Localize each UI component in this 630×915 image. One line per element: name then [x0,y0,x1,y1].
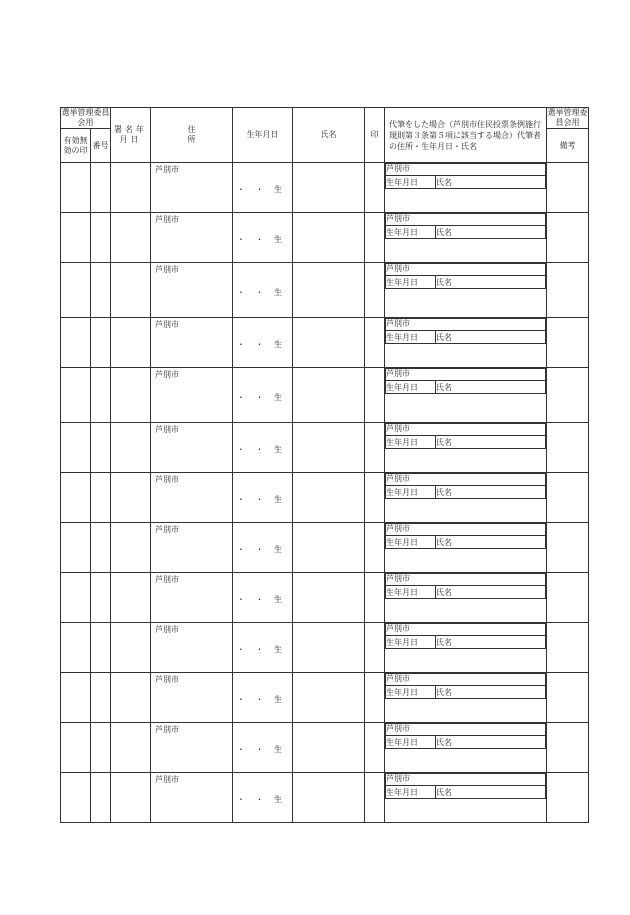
proxy-birthdate-field[interactable] [386,536,436,549]
number-cell[interactable] [91,623,111,673]
number-cell[interactable] [91,213,111,263]
proxy-address-field[interactable] [386,574,546,586]
proxy-address-field[interactable] [386,264,546,276]
remarks-cell[interactable] [547,723,589,773]
signature-date-cell[interactable] [111,213,151,263]
birthdate-cell[interactable] [233,723,293,773]
seal-cell[interactable] [365,318,385,368]
proxy-cell [385,423,547,473]
proxy-address-field[interactable] [386,724,546,736]
name-cell[interactable] [293,368,365,423]
seal-cell[interactable] [365,623,385,673]
name-cell[interactable] [293,263,365,318]
name-cell[interactable] [293,773,365,823]
proxy-name-label: 氏名 [436,383,452,392]
seal-cell[interactable] [365,423,385,473]
proxy-address-field[interactable] [386,164,546,176]
signature-row [61,523,589,573]
remarks-cell[interactable] [547,423,589,473]
proxy-name-field[interactable] [436,486,546,499]
proxy-cell [385,623,547,673]
birthdate-cell[interactable] [233,573,293,623]
proxy-birthdate-label: 生年月日 [386,688,418,697]
birthdate-separator-label: ・ ・ 生 [236,695,286,704]
proxy-birthdate-field[interactable] [386,436,436,449]
proxy-name-label: 氏名 [436,738,452,747]
proxy-name-field[interactable] [436,381,546,394]
signature-row [61,673,589,723]
birthdate-separator-label: ・ ・ 生 [236,445,286,454]
proxy-name-label: 氏名 [436,688,452,697]
signature-date-cell[interactable] [111,163,151,213]
proxy-name-label: 氏名 [436,333,452,342]
name-cell[interactable] [293,163,365,213]
birthdate-separator-label: ・ ・ 生 [236,340,286,349]
birthdate-separator-label: ・ ・ 生 [236,795,286,804]
valid-invalid-cell[interactable] [61,673,91,723]
proxy-address-field[interactable] [386,319,546,331]
proxy-birthdate-field[interactable] [386,381,436,394]
proxy-name-field[interactable] [436,736,546,749]
birthdate-cell[interactable] [233,213,293,263]
proxy-birthdate-field[interactable] [386,786,436,799]
seal-cell[interactable] [365,263,385,318]
number-header: 番号 [91,129,111,163]
birthdate-cell[interactable] [233,368,293,423]
number-cell[interactable] [91,673,111,723]
proxy-name-field[interactable] [436,226,546,239]
remarks-cell[interactable] [547,523,589,573]
address-cell[interactable] [151,318,233,368]
birthdate-header: 生年月日 [233,108,293,163]
seal-cell[interactable] [365,573,385,623]
remarks-cell[interactable] [547,263,589,318]
proxy-birthdate-field[interactable] [386,736,436,749]
proxy-birthdate-field[interactable] [386,276,436,289]
address-cell[interactable] [151,723,233,773]
signature-row [61,423,589,473]
proxy-name-label: 氏名 [436,438,452,447]
address-cell[interactable] [151,623,233,673]
proxy-subtable [385,723,546,749]
signature-row [61,473,589,523]
seal-header: 印 [365,108,385,163]
signature-row [61,623,589,673]
signature-row [61,163,589,213]
valid-invalid-cell[interactable] [61,213,91,263]
birthdate-cell[interactable] [233,673,293,723]
proxy-subtable [385,573,546,599]
birthdate-separator-label: ・ ・ 生 [236,545,286,554]
signature-date-cell[interactable] [111,723,151,773]
birthdate-cell[interactable] [233,773,293,823]
proxy-name-field[interactable] [436,331,546,344]
proxy-city-label: 芦別市 [386,264,410,273]
seal-cell[interactable] [365,163,385,213]
remarks-cell[interactable] [547,213,589,263]
birthdate-cell[interactable] [233,623,293,673]
proxy-birthdate-label: 生年月日 [386,438,418,447]
committee-use-right-header: 選挙管理委員会用 [547,108,588,127]
address-city-label: 芦別市 [155,215,179,224]
address-city-label: 芦別市 [155,265,179,274]
proxy-address-field[interactable] [386,624,546,636]
proxy-cell [385,523,547,573]
birthdate-cell[interactable] [233,473,293,523]
valid-invalid-header: 有効無効の印 [61,129,91,163]
committee-use-header: 選挙管理委員会用 [61,108,110,127]
remarks-cell[interactable] [547,623,589,673]
remarks-cell[interactable] [547,573,589,623]
proxy-name-label: 氏名 [436,228,452,237]
proxy-birthdate-field[interactable] [386,486,436,499]
address-cell[interactable] [151,263,233,318]
proxy-name-field[interactable] [436,176,546,189]
address-city-label: 芦別市 [155,425,179,434]
proxy-name-label: 氏名 [436,638,452,647]
address-cell[interactable] [151,573,233,623]
proxy-city-label: 芦別市 [386,624,410,633]
proxy-city-label: 芦別市 [386,524,410,533]
number-cell[interactable] [91,163,111,213]
proxy-subtable [385,368,546,394]
proxy-birthdate-label: 生年月日 [386,228,418,237]
birthdate-separator-label: ・ ・ 生 [236,645,286,654]
proxy-name-label: 氏名 [436,178,452,187]
valid-invalid-cell[interactable] [61,318,91,368]
remarks-cell[interactable] [547,368,589,423]
proxy-subtable [385,623,546,649]
number-cell[interactable] [91,368,111,423]
seal-cell[interactable] [365,213,385,263]
remarks-cell[interactable] [547,673,589,723]
address-header: 住所 [151,108,233,163]
address-cell[interactable] [151,473,233,523]
proxy-birthdate-label: 生年月日 [386,333,418,342]
signature-row [61,368,589,423]
number-cell[interactable] [91,263,111,318]
birthdate-separator-label: ・ ・ 生 [236,745,286,754]
address-city-label: 芦別市 [155,675,179,684]
proxy-birthdate-field[interactable] [386,331,436,344]
remarks-cell[interactable] [547,473,589,523]
proxy-birthdate-field[interactable] [386,586,436,599]
address-city-label: 芦別市 [155,370,179,379]
signature-row [61,573,589,623]
address-cell[interactable] [151,213,233,263]
proxy-name-field[interactable] [436,586,546,599]
birthdate-separator-label: ・ ・ 生 [236,595,286,604]
proxy-name-field[interactable] [436,276,546,289]
birthdate-separator-label: ・ ・ 生 [236,235,286,244]
signature-date-cell[interactable] [111,573,151,623]
remarks-header: 備考 [547,129,589,163]
valid-invalid-cell[interactable] [61,473,91,523]
proxy-name-label: 氏名 [436,788,452,797]
address-city-label: 芦別市 [155,475,179,484]
address-city-label: 芦別市 [155,165,179,174]
number-cell[interactable] [91,573,111,623]
proxy-address-field[interactable] [386,474,546,486]
name-cell[interactable] [293,473,365,523]
number-cell[interactable] [91,723,111,773]
address-cell[interactable] [151,368,233,423]
proxy-cell [385,473,547,523]
proxy-birthdate-label: 生年月日 [386,588,418,597]
proxy-cell [385,163,547,213]
remarks-cell[interactable] [547,163,589,213]
seal-cell[interactable] [365,368,385,423]
proxy-info-header: 代筆をした場合（芦別市住民投票条例施行規則第３条第５項に該当する場合）代筆者の住所・生年月日・氏名 [385,108,547,163]
proxy-subtable [385,423,546,449]
proxy-birthdate-label: 生年月日 [386,738,418,747]
proxy-address-field[interactable] [386,524,546,536]
signature-date-cell[interactable] [111,423,151,473]
proxy-subtable [385,773,546,799]
signature-date-header: 署名年月日 [111,108,151,163]
proxy-name-label: 氏名 [436,588,452,597]
proxy-city-label: 芦別市 [386,369,410,378]
seal-cell[interactable] [365,473,385,523]
proxy-birthdate-label: 生年月日 [386,538,418,547]
seal-cell[interactable] [365,523,385,573]
valid-invalid-cell[interactable] [61,773,91,823]
proxy-birthdate-label: 生年月日 [386,278,418,287]
address-city-label: 芦別市 [155,525,179,534]
proxy-address-field[interactable] [386,424,546,436]
valid-invalid-cell[interactable] [61,523,91,573]
proxy-birthdate-field[interactable] [386,176,436,189]
proxy-name-field[interactable] [436,686,546,699]
proxy-birthdate-label: 生年月日 [386,788,418,797]
proxy-name-field[interactable] [436,536,546,549]
name-cell[interactable] [293,523,365,573]
proxy-birthdate-label: 生年月日 [386,638,418,647]
valid-invalid-cell[interactable] [61,368,91,423]
proxy-birthdate-label: 生年月日 [386,488,418,497]
birthdate-cell[interactable] [233,523,293,573]
seal-cell[interactable] [365,723,385,773]
signature-date-cell[interactable] [111,623,151,673]
name-cell[interactable] [293,723,365,773]
birthdate-separator-label: ・ ・ 生 [236,288,286,297]
proxy-city-label: 芦別市 [386,574,410,583]
valid-invalid-cell[interactable] [61,723,91,773]
remarks-cell[interactable] [547,773,589,823]
address-cell[interactable] [151,523,233,573]
proxy-address-field[interactable] [386,214,546,226]
proxy-cell [385,318,547,368]
name-cell[interactable] [293,423,365,473]
number-cell[interactable] [91,473,111,523]
number-cell[interactable] [91,318,111,368]
proxy-address-field[interactable] [386,774,546,786]
signature-row [61,263,589,318]
proxy-address-field[interactable] [386,674,546,686]
valid-invalid-cell[interactable] [61,263,91,318]
number-cell[interactable] [91,523,111,573]
proxy-subtable [385,673,546,699]
address-cell[interactable] [151,673,233,723]
seal-cell[interactable] [365,673,385,723]
proxy-cell [385,773,547,823]
proxy-city-label: 芦別市 [386,474,410,483]
signature-table [60,107,589,823]
proxy-cell [385,368,547,423]
birthdate-cell[interactable] [233,423,293,473]
name-cell[interactable] [293,318,365,368]
proxy-cell [385,673,547,723]
signature-date-cell[interactable] [111,773,151,823]
proxy-name-label: 氏名 [436,538,452,547]
address-city-label: 芦別市 [155,775,179,784]
proxy-birthdate-label: 生年月日 [386,178,418,187]
proxy-birthdate-field[interactable] [386,636,436,649]
valid-invalid-cell[interactable] [61,573,91,623]
address-city-label: 芦別市 [155,575,179,584]
proxy-city-label: 芦別市 [386,164,410,173]
address-city-label: 芦別市 [155,625,179,634]
name-cell[interactable] [293,213,365,263]
proxy-cell [385,263,547,318]
proxy-cell [385,213,547,263]
proxy-city-label: 芦別市 [386,214,410,223]
address-city-label: 芦別市 [155,725,179,734]
proxy-subtable [385,473,546,499]
birthdate-separator-label: ・ ・ 生 [236,393,286,402]
address-cell[interactable] [151,163,233,213]
name-cell[interactable] [293,673,365,723]
proxy-birthdate-label: 生年月日 [386,383,418,392]
proxy-birthdate-field[interactable] [386,226,436,239]
remarks-cell[interactable] [547,318,589,368]
seal-cell[interactable] [365,773,385,823]
signature-date-cell[interactable] [111,368,151,423]
valid-invalid-cell[interactable] [61,423,91,473]
proxy-city-label: 芦別市 [386,674,410,683]
valid-invalid-cell[interactable] [61,163,91,213]
proxy-cell [385,573,547,623]
proxy-name-field[interactable] [436,786,546,799]
signature-date-cell[interactable] [111,263,151,318]
name-cell[interactable] [293,573,365,623]
proxy-name-label: 氏名 [436,488,452,497]
birthdate-separator-label: ・ ・ 生 [236,495,286,504]
birthdate-cell[interactable] [233,163,293,213]
proxy-birthdate-field[interactable] [386,686,436,699]
signature-row [61,213,589,263]
proxy-name-label: 氏名 [436,278,452,287]
proxy-city-label: 芦別市 [386,774,410,783]
number-cell[interactable] [91,773,111,823]
birthdate-cell[interactable] [233,318,293,368]
signature-row [61,318,589,368]
proxy-subtable [385,318,546,344]
proxy-city-label: 芦別市 [386,424,410,433]
name-cell[interactable] [293,623,365,673]
proxy-subtable [385,263,546,289]
proxy-subtable [385,163,546,189]
address-cell[interactable] [151,423,233,473]
proxy-name-field[interactable] [436,636,546,649]
signature-date-cell[interactable] [111,318,151,368]
proxy-city-label: 芦別市 [386,319,410,328]
signature-row [61,773,589,823]
proxy-subtable [385,523,546,549]
birthdate-separator-label: ・ ・ 生 [236,185,286,194]
name-header: 氏名 [293,108,365,163]
valid-invalid-cell[interactable] [61,623,91,673]
proxy-cell [385,723,547,773]
signature-date-cell[interactable] [111,523,151,573]
birthdate-cell[interactable] [233,263,293,318]
proxy-name-field[interactable] [436,436,546,449]
proxy-address-field[interactable] [386,369,546,381]
number-cell[interactable] [91,423,111,473]
signature-date-cell[interactable] [111,473,151,523]
address-cell[interactable] [151,773,233,823]
proxy-city-label: 芦別市 [386,724,410,733]
signature-date-cell[interactable] [111,673,151,723]
proxy-subtable [385,213,546,239]
address-city-label: 芦別市 [155,320,179,329]
signature-row [61,723,589,773]
